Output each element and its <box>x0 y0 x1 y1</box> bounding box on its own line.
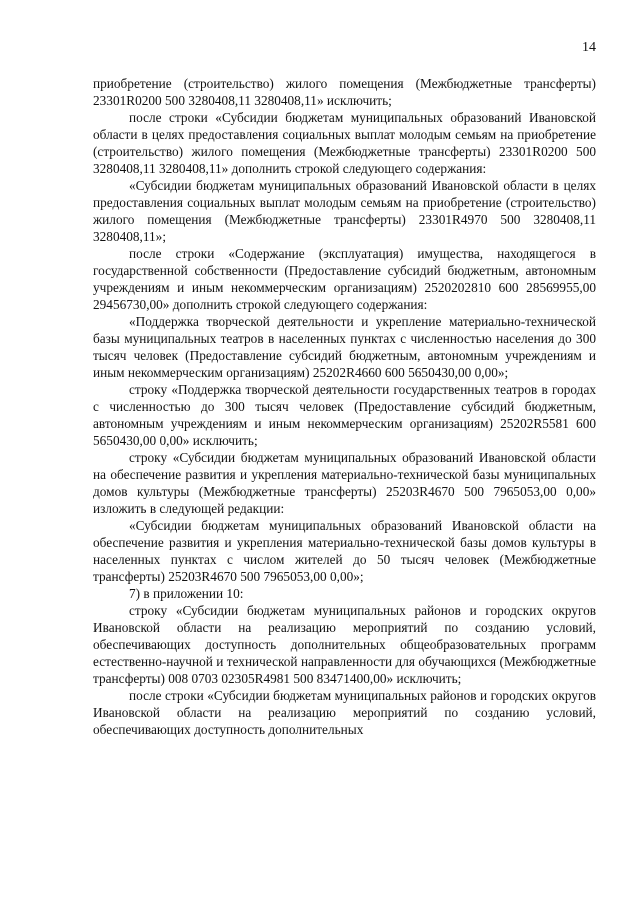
paragraph-9: 7) в приложении 10: <box>129 586 244 601</box>
paragraph-4: после строки «Содержание (эксплуатация) имущества, находящегося в государственной собственности (Предоставление субсидий бюджетным, автономным учреждениям и иным некоммерческим организациям) 2520202810 600 28569955,00 29456730,00» дополнить строкой следующего содержания: <box>93 246 596 312</box>
paragraph-7: строку «Субсидии бюджетам муниципальных образований Ивановской области на обеспечение развития и укрепления материально-технической базы муниципальных домов культуры (Межбюджетные трансферты) 25203R4670 500 7965053,00 0,00» изложить в следующей редакции: <box>93 450 596 516</box>
paragraph-2: после строки «Субсидии бюджетам муниципальных образований Ивановской области в целях предоставления социальных выплат молодым семьям на приобретение (строительство) жилого помещения (Межбюджетные трансферты) 23301R0200 500 3280408,11 3280408,11» дополнить строкой следующего содержания: <box>93 110 596 176</box>
paragraph-5: «Поддержка творческой деятельности и укрепление материально-технической базы муниципальных театров в населенных пунктах с численностью населения до 300 тысяч человек (Предоставление субсидий бюджетным, автономным учреждениям и иным некоммерческим организациям) 25202R4660 600 5650430,00 0,00»; <box>93 314 596 380</box>
paragraph-8: «Субсидии бюджетам муниципальных образований Ивановской области на обеспечение развития и укрепления материально-технической базы домов культуры в населенных пунктах с числом жителей до 50 тысяч человек (Межбюджетные трансферты) 25203R4670 500 7965053,00 0,00»; <box>93 518 596 584</box>
paragraph-1: приобретение (строительство) жилого помещения (Межбюджетные трансферты) 23301R0200 500 3280408,11 3280408,11» исключить; <box>93 76 596 108</box>
paragraph-11: после строки «Субсидии бюджетам муниципальных районов и городских округов Ивановской области на реализацию мероприятий по созданию условий, обеспечивающих доступность дополнительных <box>93 688 596 737</box>
paragraph-10: строку «Субсидии бюджетам муниципальных районов и городских округов Ивановской области на реализацию мероприятий по созданию условий, обеспечивающих доступность дополнительных общеобразовательных программ естественно-научной и технической направленности для обучающихся (Межбюджетные трансферты) 008 0703 02305R4981 500 83471400,00» исключить; <box>93 603 596 686</box>
document-body <box>93 75 596 738</box>
paragraph-6: строку «Поддержка творческой деятельности государственных театров в городах с численностью до 300 тысяч человек (Предоставление субсидий бюджетным, автономным учреждениям и иным некоммерческим организациям) 25202R5581 600 5650430,00 0,00» исключить; <box>93 382 596 448</box>
paragraph-3: «Субсидии бюджетам муниципальных образований Ивановской области в целях предоставления социальных выплат молодым семьям на приобретение (строительство) жилого помещения (Межбюджетные трансферты) 23301R4970 500 3280408,11 3280408,11»; <box>93 178 596 244</box>
page-number: 14 <box>582 40 596 55</box>
